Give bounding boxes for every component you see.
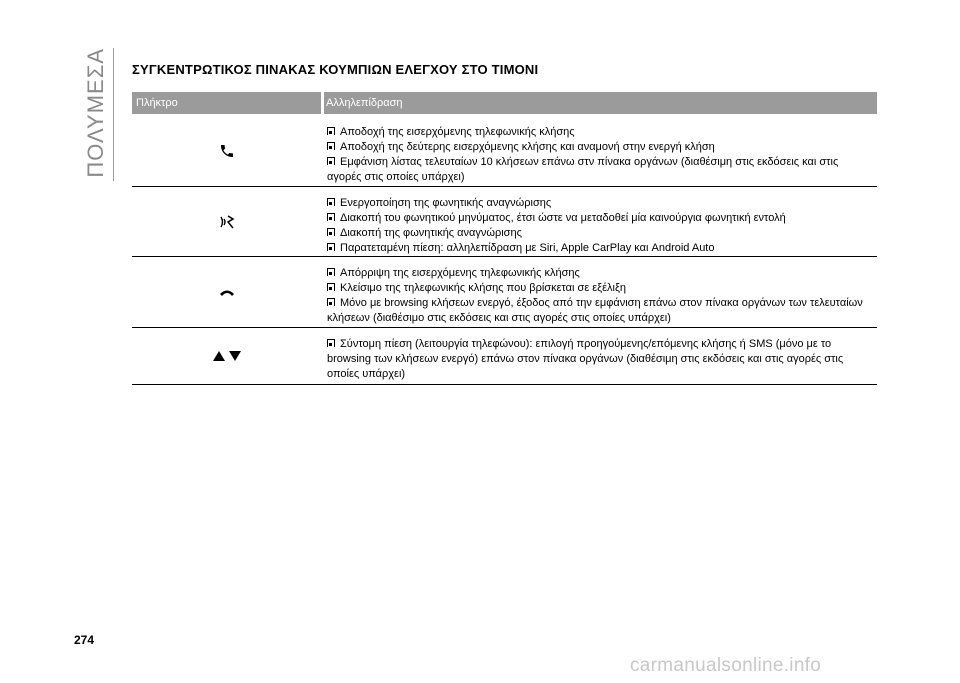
bullet-icon [327, 213, 335, 221]
bullet-icon [327, 228, 335, 236]
key-cell [132, 116, 322, 186]
header-desc: Αλληλεπίδραση [326, 97, 403, 109]
key-cell [132, 257, 322, 327]
side-divider [113, 48, 114, 181]
bullet-icon [327, 268, 335, 276]
desc-line: Παρατεταμένη πίεση: αλληλεπίδραση με Siri, Apple CarPlay και Android Auto [327, 241, 872, 256]
table-row [132, 257, 877, 328]
table-row [132, 328, 877, 385]
bullet-icon [327, 339, 335, 347]
bullet-icon [327, 243, 335, 251]
desc-line: Σύντομη πίεση (λειτουργία τηλεφώνου): επιλογή προηγούμενης/επόμενης κλήσης ή SMS (μόνο με το browsing των κλήσεων ενεργό) επάνω στον πίνακα οργάνων (διαθέσιμη στις εκδόσεις και στις αγορές στις οποίες υπάρχει) [327, 338, 844, 380]
desc-line: Απόρριψη της εισερχόμενης τηλεφωνικής κλήσης [327, 266, 872, 281]
desc-line: Αποδοχή της εισερχόμενης τηλεφωνικής κλήσης [327, 125, 872, 140]
bullet-icon [327, 142, 335, 150]
desc-cell [327, 125, 872, 185]
page-title: ΣΥΓΚΕΝΤΡΩΤΙΚΟΣ ΠΙΝΑΚΑΣ ΚΟΥΜΠΙΩΝ ΕΛΕΓΧΟΥ ΣΤΟ ΤΙΜΟΝΙ [132, 62, 539, 77]
header-key: Πλήκτρο [136, 97, 178, 109]
bullet-icon [327, 298, 335, 306]
key-cell [132, 328, 322, 384]
phone-answer-icon [219, 143, 235, 159]
bullet-icon [327, 127, 335, 135]
side-tab [84, 48, 108, 178]
desc-cell [327, 337, 872, 382]
desc-line: Διακοπή της φωνητικής αναγνώρισης [327, 226, 872, 241]
desc-line: Διακοπή του φωνητικού μηνύματος, έτσι ώστε να μεταδοθεί μία καινούργια φωνητική εντολή [327, 211, 872, 226]
desc-line: Εμφάνιση λίστας τελευταίων 10 κλήσεων επάνω στν πίνακα οργάνων (διαθέσιμη στις εκδόσεις και στις αγορές στις οποίες υπάρχει) [327, 156, 839, 183]
phone-hangup-icon [219, 287, 235, 297]
watermark: carmanualsonline.info [630, 655, 822, 676]
page-number: 274 [74, 633, 95, 647]
desc-cell [327, 266, 872, 326]
key-cell [132, 187, 322, 256]
desc-line: Κλείσιμο της τηλεφωνικής κλήσης που βρίσκεται σε εξέλιξη [327, 281, 872, 296]
table-row [132, 187, 877, 257]
bullet-icon [327, 198, 335, 206]
header-separator [321, 92, 324, 114]
desc-line: Αποδοχή της δεύτερης εισερχόμενης κλήσης και αναμονή στην ενεργή κλήση [327, 140, 872, 155]
desc-line: Μόνο με browsing κλήσεων ενεργό, έξοδος από την εμφάνιση επάνω στον πίνακα οργάνων των τελευταίων κλήσεων (διαθέσιμο στις εκδόσεις και στις αγορές στις οποίες υπάρχει) [327, 297, 863, 324]
up-down-arrows-icon [212, 350, 242, 362]
table-row [132, 116, 877, 187]
desc-line: Ενεργοποίηση της φωνητικής αναγνώρισης [327, 196, 872, 211]
voice-command-icon [219, 213, 235, 231]
bullet-icon [327, 157, 335, 165]
bullet-icon [327, 283, 335, 291]
table-header [132, 92, 877, 114]
side-tab-label: ΠΟΛΥΜΕΣΑ [83, 48, 108, 178]
desc-cell [327, 196, 872, 256]
